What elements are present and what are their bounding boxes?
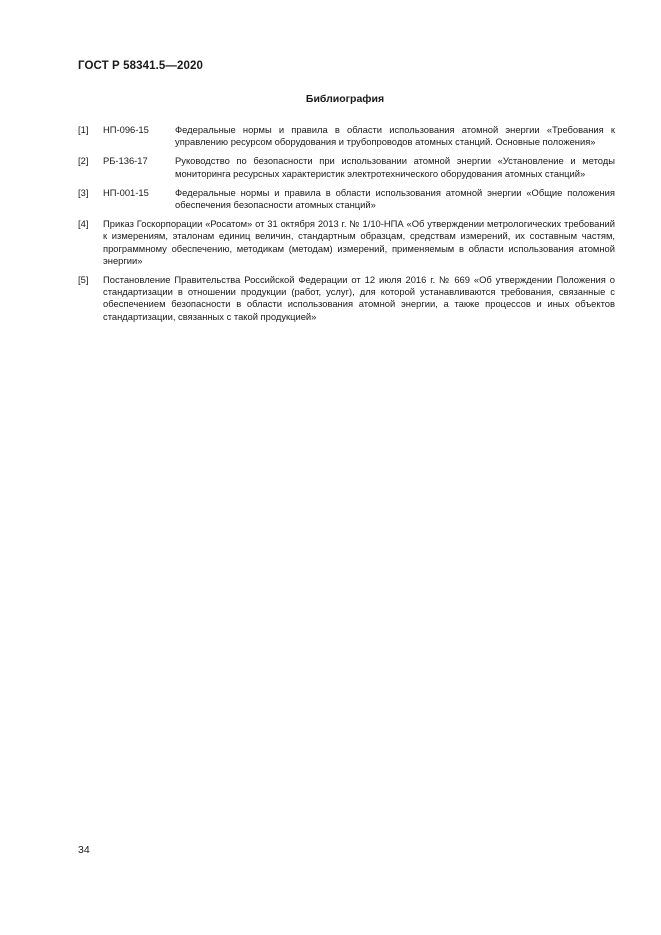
bibliography-entry bbox=[78, 124, 615, 148]
entry-number: [1] bbox=[78, 124, 89, 135]
entry-text: Федеральные нормы и правила в области использования атомной энергии «Общие положения обеспечения безопасности атомных станций» bbox=[175, 186, 615, 211]
bibliography-entry bbox=[78, 274, 615, 323]
entry-number: [3] bbox=[78, 186, 89, 198]
entry-text: Постановление Правительства Российской Федерации от 12 июля 2016 г. № 669 «Об утверждении Положения о стандартизации в отношении продукции (работ, услуг), для которой устанавливаются требования, связанные с обеспечением безопасности в области использования атомной энергии, а также процессов и иных объектов стандартизации, связанных с такой продукцией» bbox=[103, 274, 615, 322]
page-number: 34 bbox=[78, 844, 90, 856]
bibliography-entry bbox=[78, 187, 615, 211]
entry-text: Федеральные нормы и правила в области использования атомной энергии «Требования к управлению ресурсом оборудования и трубопроводов атомных станций. Основные положения» bbox=[175, 124, 615, 148]
entry-text: Приказ Госкорпорации «Росатом» от 31 октября 2013 г. № 1/10-НПА «Об утверждении метрологических требований к измерениям, эталонам единиц величин, стандартным образцам, средствам измерений, их составным частям, программному обеспечению, методикам (методам) измерений, применяемым в области использования атомной энергии» bbox=[103, 218, 615, 266]
entry-number: [4] bbox=[78, 218, 89, 230]
entry-code: НП-096-15 bbox=[103, 124, 149, 135]
section-title: Библиография bbox=[305, 93, 385, 105]
entry-code: РБ-136-17 bbox=[103, 155, 148, 167]
document-code: ГОСТ Р 58341.5—2020 bbox=[78, 60, 203, 72]
bibliography-list bbox=[78, 124, 615, 330]
bibliography-entry bbox=[78, 155, 615, 179]
bibliography-entry bbox=[78, 218, 615, 267]
entry-number: [5] bbox=[78, 274, 89, 286]
entry-text: Руководство по безопасности при использовании атомной энергии «Установление и методы мониторинга ресурсных характеристик электротехнического оборудования атомных станций» bbox=[175, 155, 615, 179]
entry-code: НП-001-15 bbox=[103, 186, 149, 198]
entry-number: [2] bbox=[78, 155, 89, 167]
